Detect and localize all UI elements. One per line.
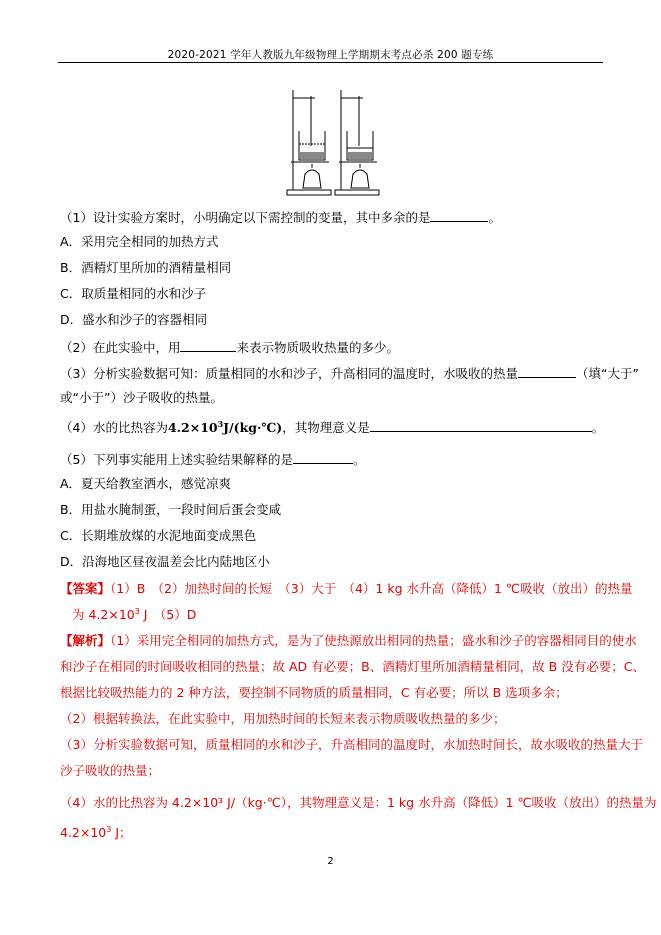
q1-option-d: D．盛水和沙子的容器相同 xyxy=(60,312,208,327)
q1-option-a: A．采用完全相同的加热方式 xyxy=(60,234,219,249)
answer-line2: 为 $4.2\times 10^3$ J （5）D xyxy=(72,606,197,622)
header-rule xyxy=(58,62,603,63)
q1-option-c: C．取质量相同的水和沙子 xyxy=(60,286,207,301)
answer-blank[interactable] xyxy=(370,418,592,432)
page-header: 2020-2021 学年人教版九年级物理上学期期末考点必杀 200 题专练 xyxy=(167,49,494,61)
analysis-line3: 根据比较吸热能力的 2 种方法，要控制不同物质的质量相同，C 有必要；所以 B 选项多余； xyxy=(60,685,568,700)
q1-stem: （1）设计实验方案时，小明确定以下需控制的变量，其中多余的是 。 xyxy=(60,210,501,225)
q5-option-d: D．沿海地区昼夜温差会比内陆地区小 xyxy=(60,554,270,569)
q5-option-a: A．夏天给教室洒水，感觉凉爽 xyxy=(60,476,232,491)
q1-option-b: B．酒精灯里所加的酒精量相同 xyxy=(60,260,232,275)
analysis-line1: 【解析】（1）采用完全相同的加热方式，是为了使热源放出相同的热量；盛水和沙子的容器相同目的使水 xyxy=(60,633,637,648)
q2: （2）在此实验中，用 来表示物质吸收热量的多少。 xyxy=(60,340,399,355)
q3-line1: （3）分析实验数据可知：质量相同的水和沙子，升高相同的温度时，水吸收的热量 （填“大于” xyxy=(60,366,639,381)
analysis-line5: （3）分析实验数据可知，质量相同的水和沙子，升高相同的温度时，水加热时间长，故水吸收的热量大于 xyxy=(60,737,643,752)
analysis-line8: $4.2\times 10^3$ J； xyxy=(60,824,132,840)
analysis-line6: 沙子吸收的热量； xyxy=(60,763,161,778)
apparatus-figure xyxy=(283,86,383,198)
answer-blank[interactable] xyxy=(293,450,353,464)
q3-line2: 或“小于”）沙子吸收的热量。 xyxy=(60,390,223,405)
answer-line1: 【答案】（1）B （2）加热时间的长短 （3）大于 （4）1 kg 水升高（降低）1 ℃吸收（放出）的热量 xyxy=(60,581,633,596)
analysis-line2: 和沙子在相同的时间吸收相同的热量；故 AD 有必要；B、酒精灯里所加酒精量相同，故 B 没有必要；C、 xyxy=(60,659,645,674)
answer-blank[interactable] xyxy=(430,208,488,222)
q5-option-b: B．用盐水腌制蛋，一段时间后蛋会变咸 xyxy=(60,502,282,517)
answer-blank[interactable] xyxy=(518,364,576,378)
q5-option-c: C．长期堆放煤的水泥地面变成黑色 xyxy=(60,528,257,543)
answer-blank[interactable] xyxy=(180,338,236,352)
analysis-line7: （4）水的比热容为 4.2×10³ J/（kg·℃），其物理意义是：1 kg 水升高（降低）1 ℃吸收（放出）的热量为 xyxy=(60,795,657,810)
page-number: 2 xyxy=(327,856,334,867)
q4: （4）水的比热容为$4.2\times 10^3J/(kg\cdot℃)$，其物理意义是 。 xyxy=(60,418,605,435)
q5-stem: （5）下列事实能用上述实验结果解释的是 。 xyxy=(60,452,366,467)
analysis-line4: （2）根据转换法，在此实验中，用加热时间的长短来表示物质吸收热量的多少； xyxy=(60,711,506,726)
